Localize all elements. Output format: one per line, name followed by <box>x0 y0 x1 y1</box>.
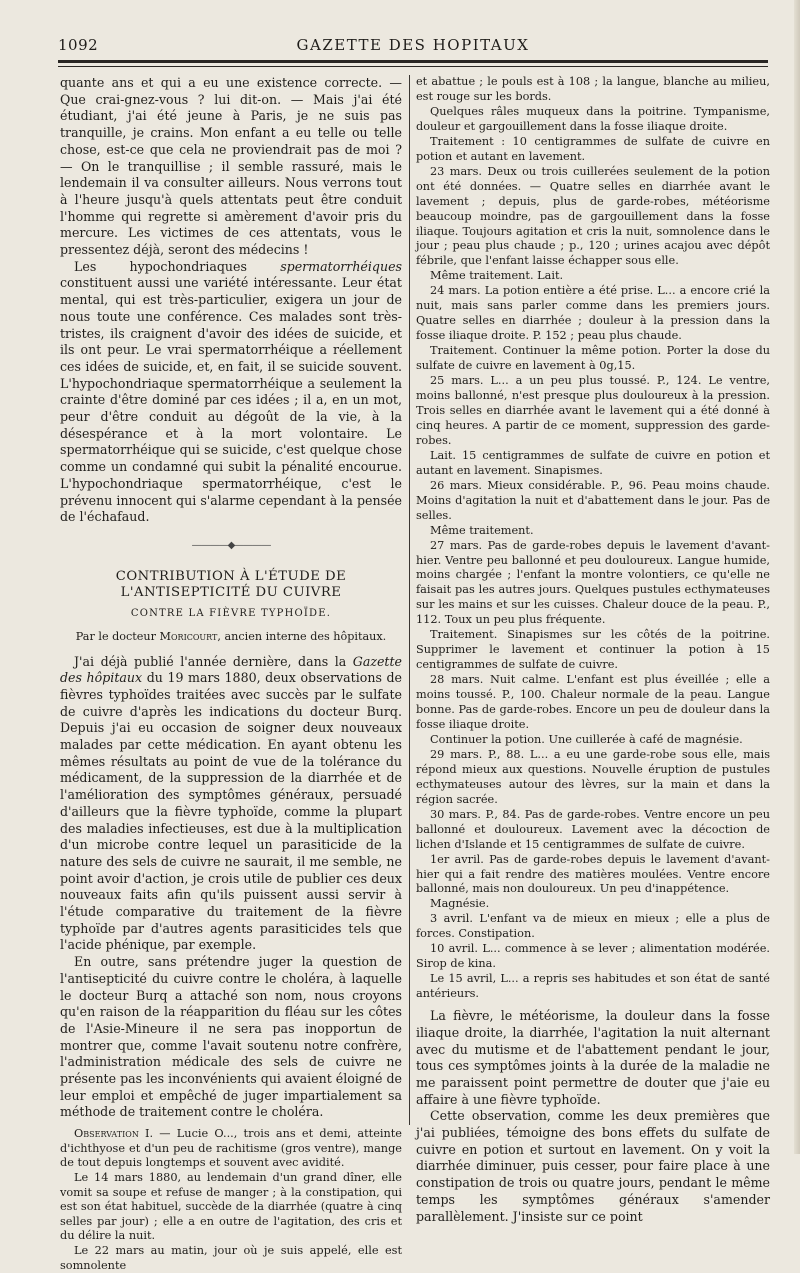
paragraph: 24 mars. La potion entière a été prise. L... a encore crié la nuit, mais sans parler comme dans les premiers jours. Quatre selles en diarrhée ; douleur à la pression dans la fosse iliaque droite. P. 152 ; peau plus chaude. <box>416 284 770 343</box>
paragraph: et abattue ; le pouls est à 108 ; la langue, blanche au milieu, est rouge sur les bords. <box>416 75 770 103</box>
paragraph: 27 mars. Pas de garde-robes depuis le lavement d'avant-hier. Ventre peu ballonné et peu douloureux. Langue humide, moins chargée ; l'enfant la montre volontiers, ce qu'elle ne faisait pas les autres jours. Quelques pustules ecthymateuses sur les mains et sur les cuisses. Chaleur douce de la peau. P., 112. Toux un peu plus fréquente. <box>416 538 770 627</box>
paragraph: Continuer la potion. Une cuillerée à café de magnésie. <box>430 732 743 746</box>
paragraph: 23 mars. Deux ou trois cuillerées seulement de la potion ont été données. — Quatre selles en diarrhée avant le lavement ; depuis, plus de garde-robes, météorisme beaucoup moindre, pas de gargouillement dans la fosse iliaque. Toujours agitation et cris la nuit, somnolence dans le jour ; peau plus chaude ; p., 120 ; urines acajou avec dépôt fébrile, que l'enfant laisse échapper sous elle. <box>416 164 770 268</box>
right-column <box>416 75 770 1225</box>
column-divider <box>409 75 410 1125</box>
page-edge <box>794 0 800 1154</box>
header-rule-thick <box>58 60 768 63</box>
paragraph: Magnésie. <box>430 897 490 911</box>
paragraph: 28 mars. Nuit calme. L'enfant est plus éveillée ; elle a moins toussé. P., 100. Chaleur normale de la peau. Langue bonne. Pas de garde-robes. Encore un peu de douleur dans la fosse iliaque droite. <box>416 673 770 731</box>
paragraph: En outre, sans prétendre juger la question de l'antisepticité du cuivre contre le choléra, à laquelle le docteur Burq a attaché son nom, nous croyons qu'en raison de la réapparition du fléau sur les côtes de l'Asie-Mineure il ne sera pas inopportun de montrer que, comme l'avait soutenu notre confrère, l'administration médicale des sels de cuivre ne présente pas les inconvénients qui avaient éloigné de leur emploi et empêché de juger impartialement sa méthode de traitement contre le choléra. <box>60 954 402 1120</box>
article-byline: Par le docteur Moricourt, ancien interne des hôpitaux. <box>75 629 387 643</box>
paragraph: Le 22 mars au matin, jour où je suis appelé, elle est somnolente <box>60 1243 402 1272</box>
paragraph: 1er avril. Pas de garde-robes depuis le lavement d'avant-hier qui a fait rendre des matières moulées. Ventre encore ballonné, mais non douloureux. Un peu d'inappétence. <box>416 852 770 896</box>
paragraph: Les hypochondriaques spermatorrhéiques constituent aussi une variété intéressante. Leur état mental, qui est très-particulier, exigera un jour de nous toute une conférence. Ces malades sont très-tristes, ils craignent d'avoir des idées de suicide, et ils ont peur. Le vrai spermatorrhéique a réellement ces idées de suicide, et, en fait, il se suicide souvent. L'hypochondriaque spermatorrhéique a seulement la crainte d'être dominé par ces idées ; il a, en un mot, peur d'être conduit au dégoût de la vie, à la désespérance et à la mort volontaire. Le spermatorrhéique qui se suicide, c'est quelque chose comme un condamné qui subit la pénalité encourue. L'hypochondriaque spermatorrhéique, c'est le prévenu innocent qui s'alarme cependant à la pensée de l'échafaud. <box>60 258 402 525</box>
running-title: GAZETTE DES HOPITAUX <box>296 36 530 54</box>
ornament-divider: ————◆———— <box>191 539 271 551</box>
paragraph: 29 mars. P., 88. L... a eu une garde-robe sous elle, mais répond mieux aux questions. Nouvelle éruption de pustules ecthymateuses autour des lèvres, sur la main et dans la région sacrée. <box>416 747 770 806</box>
article-subtitle: CONTRE LA FIÈVRE TYPHOÏDE. <box>130 608 332 620</box>
paragraph: Le 14 mars 1880, au lendemain d'un grand dîner, elle vomit sa soupe et refuse de manger ; à la constipation, qui est son état habituel, succède de la diarrhée (quatre à cinq selles par jour) ; elle a en outre de l'agitation, des cris et du délire la nuit. <box>60 1170 402 1243</box>
paragraph: Traitement : 10 centigrammes de sulfate de cuivre en potion et autant en lavement. <box>416 134 770 163</box>
header-rule-thin <box>58 66 768 67</box>
paragraph: Même traitement. Lait. <box>430 269 564 283</box>
paragraph: Traitement. Continuer la même potion. Porter la dose du sulfate de cuivre en lavement à 0g,15. <box>416 344 770 373</box>
paragraph: 26 mars. Mieux considérable. P., 96. Peau moins chaude. Moins d'agitation la nuit et d'abattement dans le jour. Pas de selles. <box>416 478 770 522</box>
left-column <box>60 75 402 1273</box>
article-title: CONTRIBUTION À L'ÉTUDE DE L'ANTISEPTICITÉ DU CUIVRE <box>115 568 347 601</box>
paragraph: 3 avril. L'enfant va de mieux en mieux ; elle a plus de forces. Constipation. <box>416 912 770 941</box>
paragraph: Le 15 avril, L... a repris ses habitudes et son état de santé antérieurs. <box>416 972 770 1001</box>
paragraph: 30 mars. P., 84. Pas de garde-robes. Ventre encore un peu ballonné et douloureux. Lavement avec la décoction de lichen d'Islande et 15 centigrammes de sulfate de cuivre. <box>416 807 770 851</box>
paragraph: Traitement. Sinapismes sur les côtés de la poitrine. Supprimer le lavement et continuer la potion à 15 centigrammes de sulfate de cuivre. <box>416 628 770 672</box>
paragraph: Lait. 15 centigrammes de sulfate de cuivre en potion et autant en lavement. Sinapismes. <box>416 448 770 477</box>
paragraph: Même traitement. <box>430 523 534 537</box>
paragraph: La fièvre, le météorisme, la douleur dans la fosse iliaque droite, la diarrhée, l'agitation la nuit alternant avec du mutisme et de l'abattement pendant le jour, tous ces symptômes joints à la durée de la maladie ne me paraissent point permettre de douter que j'aie eu affaire à une fièvre typhoïde. <box>416 1008 770 1107</box>
page-number: 1092 <box>58 36 99 54</box>
paragraph: 25 mars. L... a un peu plus toussé. P., 124. Le ventre, moins ballonné, n'est presque plus douloureux à la pression. Trois selles en diarrhée avant le lavement qui a été donné à cinq heures. A partir de ce moment, suppression des garde-robes. <box>416 374 770 447</box>
paragraph: J'ai déjà publié l'année dernière, dans la Gazette des hôpitaux du 19 mars 1880, deux observations de fièvres typhoïdes traitées avec succès par le sulfate de cuivre d'après les indications du docteur Burq. Depuis j'ai eu occasion de soigner deux nouveaux malades par cette médication. En ayant obtenu les mêmes résultats au point de vue de la tolérance du médicament, de la suppression de la diarrhée et de l'amélioration des symptômes généraux, persuadé d'ailleurs que la fièvre typhoïde, comme la plupart des maladies infectieuses, est due à la multiplication d'un microbe contre lequel un parasiticide de la nature des sels de cuivre ne saurait, il me semble, ne point avoir d'action, je crois utile de publier ces deux nouveaux faits afin qu'ils puissent aussi servir à l'étude comparative du traitement de la fièvre typhoïde par d'autres agents parasiticides tels que l'acide phénique, par exemple. <box>60 653 403 953</box>
paragraph: Cette observation, comme les deux premières que j'ai publiées, témoigne des bons effets du sulfate de cuivre en potion et surtout en lavement. On y voit la diarrhée diminuer, puis cesser, pour faire place à une constipation de trois ou quatre jours, pendant le même temps les symptômes généraux s'amender parallèlement. J'insiste sur ce point <box>416 1108 770 1224</box>
page-header <box>58 36 768 58</box>
paragraph: quante ans et qui a eu une existence correcte. — Que crai-gnez-vous ? lui dit-on. — Mais j'ai été étudiant, j'ai été jeune à Paris, je ne suis pas tranquille, je crains. Mon enfant a eu telle ou telle chose, est-ce que cela ne proviendrait pas de moi ? — On le tranquillise ; il semble rassuré, mais le lendemain il va consulter ailleurs. Nous verrons tout à l'heure jusqu'à quels attentats peut être conduit l'homme qui regrette si amèrement d'avoir pris du mercure. Les victimes de ces attentats, vous le pressentez déjà, seront des médecins ! <box>60 75 402 258</box>
paragraph: 10 avril. L... commence à se lever ; alimentation modérée. Sirop de kina. <box>416 942 770 971</box>
paragraph: Quelques râles muqueux dans la poitrine. Tympanisme, douleur et gargouillement dans la fosse iliaque droite. <box>416 104 770 133</box>
observation-heading: Observation I. — Lucie O..., trois ans et demi, atteinte d'ichthyose et d'un peu de rachitisme (gros ventre), mange de tout depuis longtemps et souvent avec avidité. <box>60 1127 402 1170</box>
